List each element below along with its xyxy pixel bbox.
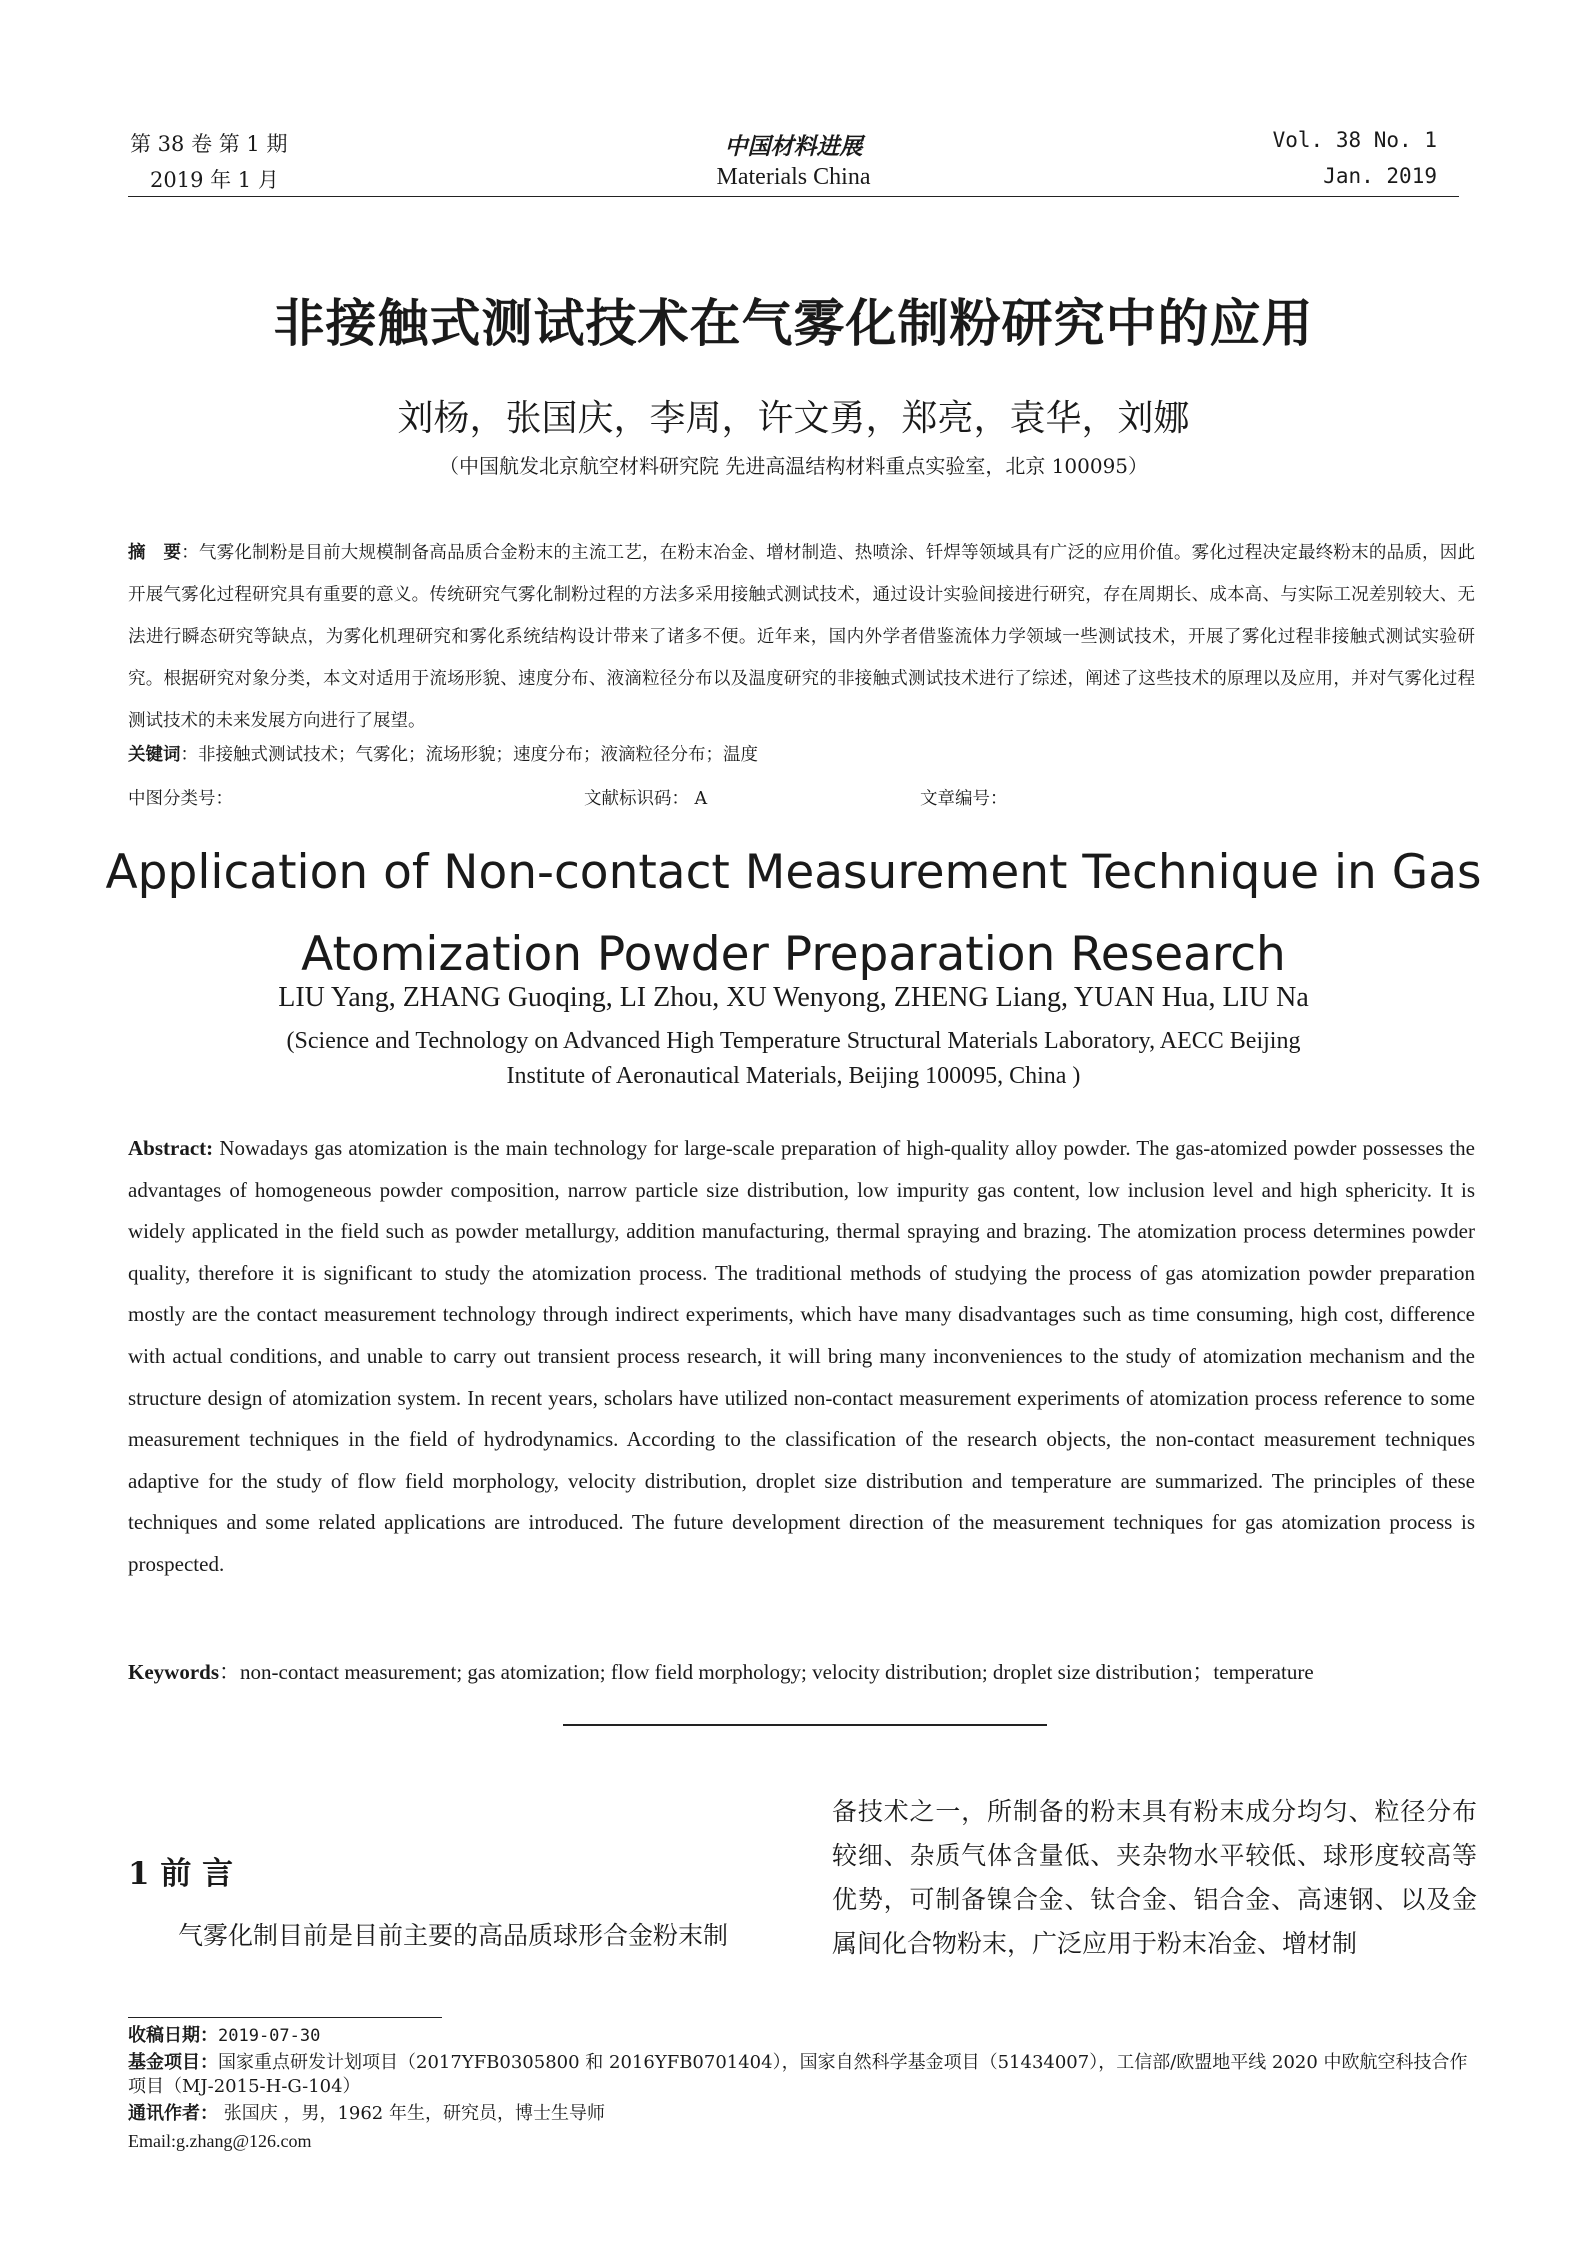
- footnote-rule: [128, 2017, 442, 2018]
- affiliation-en-line1: (Science and Technology on Advanced High Temperature Structural Materials Laboratory, AECC Beijing: [286, 1028, 1301, 1054]
- affiliation-cn: （中国航发北京航空材料研究院 先进高温结构材料重点实验室，北京 100095）: [438, 454, 1149, 478]
- date-cn: 2019 年 1 月: [150, 168, 279, 192]
- abstract-en-label: Abstract:: [128, 1136, 214, 1160]
- abstract-cn: [128, 532, 1475, 742]
- keywords-en-text: ：non-contact measurement; gas atomization; flow field morphology; velocity distribution; droplet size distribution；temperature: [219, 1660, 1314, 1684]
- title-cn: 非接触式测试技术在气雾化制粉研究中的应用: [273, 295, 1314, 354]
- footnote-author: [128, 2102, 1475, 2126]
- keywords-cn-text: ：非接触式测试技术；气雾化；流场形貌；速度分布；液滴粒径分布；温度: [180, 745, 758, 765]
- page-header: [128, 128, 1459, 198]
- corresponding-author-label: 通讯作者：: [128, 2103, 218, 2124]
- journal-name-en: Materials China: [716, 164, 871, 190]
- keywords-cn: [128, 740, 1475, 770]
- header-rule: [128, 196, 1459, 197]
- article-number: 文章编号：: [920, 789, 1008, 809]
- section-heading: 1 前 言: [128, 1856, 234, 1892]
- date-en: Jan. 2019: [1323, 164, 1437, 188]
- abstract-cn-label: 摘 要: [128, 543, 182, 563]
- authors-en: LIU Yang, ZHANG Guoqing, LI Zhou, XU Wenyong, ZHENG Liang, YUAN Hua, LIU Na: [278, 982, 1309, 1013]
- clc-number: 中图分类号：: [128, 789, 233, 809]
- corresponding-author-text: 张国庆 ，男，1962 年生，研究员，博士生导师: [218, 2103, 605, 2124]
- title-en-line1: Application of Non-contact Measurement Technique in Gas: [105, 845, 1482, 900]
- footnote-received: [128, 2024, 1475, 2048]
- abstract-en: [128, 1128, 1475, 1586]
- authors-cn: 刘杨，张国庆，李周，许文勇，郑亮，袁华，刘娜: [397, 398, 1190, 439]
- abstract-en-text: Nowadays gas atomization is the main technology for large-scale preparation of high-quality alloy powder. The gas-atomized powder possesses the advantages of homogeneous powder composition, narrow particle size distribution, low impurity gas content, low inclusion level and high sphericity. It is widely applicated in the field such as powder metallurgy, addition manufacturing, thermal spraying and brazing. The atomization process determines powder quality, therefore it is significant to study the atomization process. The traditional methods of studying the process of gas atomization powder preparation mostly are the contact measurement technology through indirect experiments, which have many disadvantages such as time consuming, high cost, difference with actual conditions, and unable to carry out transient process research, it will bring many inconveniences to the study of atomization mechanism and the structure design of atomization system. In recent years, scholars have utilized non-contact measurement experiments of atomization process reference to some measurement techniques in the field of hydrodynamics. According to the classification of the research objects, the non-contact measurement techniques adaptive for the study of flow field morphology, velocity distribution, droplet size distribution and temperature are summarized. The principles of these techniques and some related applications are introduced. The future development direction of the measurement techniques for gas atomization process is prospected.: [128, 1136, 1475, 1576]
- footnote-email: Email:g.zhang@126.com: [128, 2131, 312, 2151]
- volume-en: Vol. 38 No. 1: [1272, 128, 1437, 152]
- section-divider: [563, 1724, 1047, 1726]
- keywords-cn-label: 关键词: [128, 745, 181, 765]
- keywords-en-label: Keywords: [128, 1660, 219, 1684]
- footnotes: [128, 2024, 1475, 2156]
- title-en: [0, 832, 1587, 996]
- fund-text: 国家重点研发计划项目（2017YFB0305800 和 2016YFB0701404），国家自然科学基金项目（51434007），工信部/欧盟地平线 2020 中欧航空科技合作项目（MJ-2015-H-G-104）: [128, 2052, 1468, 2097]
- volume-cn: 第 38 卷 第 1 期: [130, 132, 288, 156]
- keywords-en: [128, 1656, 1508, 1686]
- footnote-fund: [128, 2051, 1475, 2099]
- journal-name-cn: 中国材料进展: [724, 133, 863, 160]
- fund-label: 基金项目：: [128, 2052, 218, 2073]
- affiliation-en: [120, 1024, 1467, 1094]
- document-code: 文献标识码： A: [584, 789, 708, 809]
- title-en-line2: Atomization Powder Preparation Research: [301, 927, 1286, 982]
- abstract-cn-text: ：气雾化制粉是目前大规模制备高品质合金粉末的主流工艺，在粉末冶金、增材制造、热喷涂、钎焊等领域具有广泛的应用价值。雾化过程决定最终粉末的品质，因此开展气雾化过程研究具有重要的意义。传统研究气雾化制粉过程的方法多采用接触式测试技术，通过设计实验间接进行研究，存在周期长、成本高、与实际工况差别较大、无法进行瞬态研究等缺点，为雾化机理研究和雾化系统结构设计带来了诸多不便。近年来，国内外学者借鉴流体力学领域一些测试技术，开展了雾化过程非接触式测试实验研究。根据研究对象分类，本文对适用于流场形貌、速度分布、液滴粒径分布以及温度研究的非接触式测试技术进行了综述，阐述了这些技术的原理以及应用，并对气雾化过程测试技术的未来发展方向进行了展望。: [128, 543, 1476, 731]
- received-date: 2019-07-30: [218, 2026, 321, 2046]
- body-text-right-column: 备技术之一，所制备的粉末具有粉末成分均匀、粒径分布较细、杂质气体含量低、夹杂物水平较低、球形度较高等优势，可制备镍合金、钛合金、铝合金、高速钢、以及金属间化合物粉末，广泛应用于粉末冶金、增材制: [832, 1797, 1477, 1958]
- affiliation-en-line2: Institute of Aeronautical Materials, Beijing 100095, China ): [506, 1063, 1081, 1089]
- received-label: 收稿日期：: [128, 2025, 218, 2046]
- body-text-left-column: 气雾化制目前是目前主要的高品质球形合金粉末制: [178, 1921, 729, 1950]
